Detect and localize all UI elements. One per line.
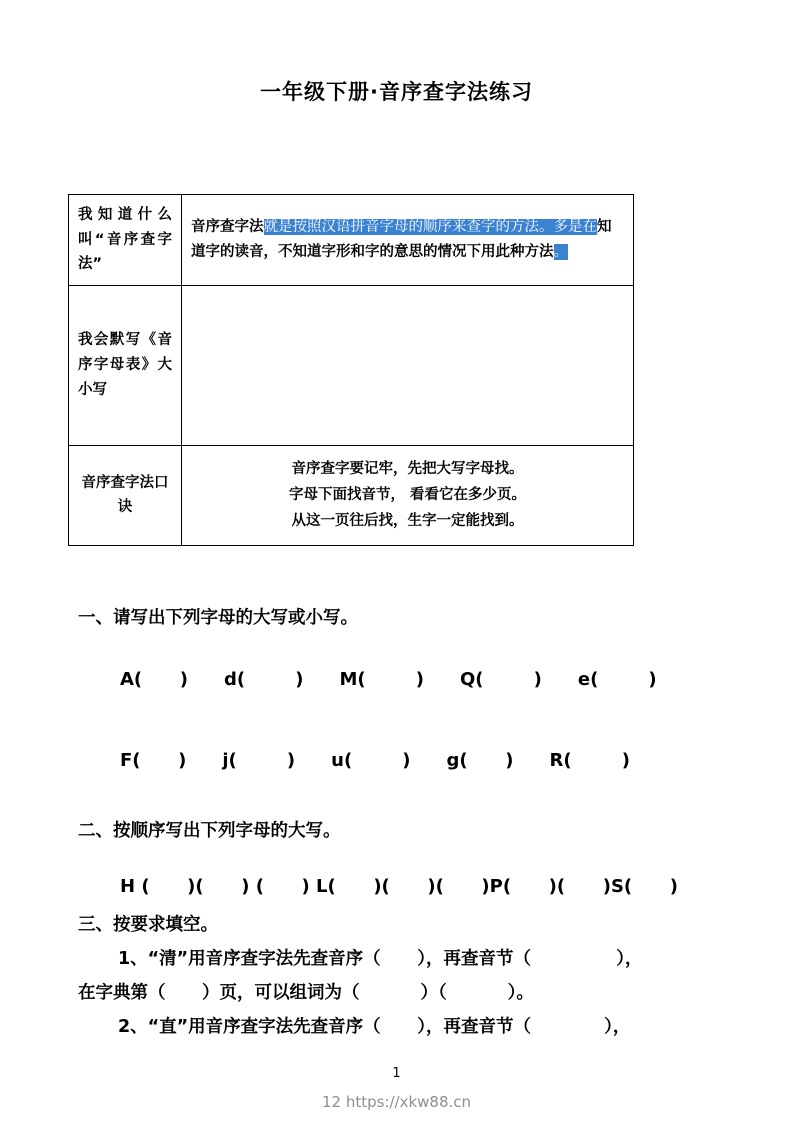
- page-number: 1: [392, 1065, 401, 1081]
- letter-blank-j: j( ): [222, 749, 296, 771]
- definition-term: 音序查字法: [191, 219, 264, 236]
- dictation-content-empty: [182, 285, 634, 445]
- definition-body: 知道字的读音，不知道字形和字的意思的情况下用此种方法: [191, 219, 612, 260]
- mnemonic-content: [182, 445, 634, 545]
- section-3-heading: 三、按要求填空。: [78, 914, 218, 935]
- letter-blank-A: A( ): [120, 668, 188, 690]
- letter-blank-g: g( ): [446, 749, 514, 771]
- section-1-heading: 一、请写出下列字母的大写或小写。: [78, 607, 358, 628]
- mnemonic-line-3: 从这一页往后找，生字一定能找到。: [291, 513, 524, 530]
- doc-title: 一年级下册·音序查字法练习: [260, 80, 533, 104]
- letter-blank-Q: Q( ): [459, 668, 542, 690]
- letter-blank-u: u( ): [331, 749, 411, 771]
- section-1-letters-row-2: [120, 750, 725, 771]
- definition-highlight-2: 。: [553, 243, 568, 260]
- fill-blank-line-1: 1、“清”用音序查字法先查音序（ ），再查音节（ ），: [118, 948, 643, 969]
- mnemonic-row: [69, 445, 634, 545]
- section-2-heading: 二、按顺序写出下列字母的大写。: [78, 820, 341, 841]
- letter-blank-M: M( ): [339, 668, 424, 690]
- info-table: [68, 194, 634, 546]
- footer-site-link[interactable]: 12 https://xkw88.cn: [321, 1092, 472, 1111]
- definition-row: [69, 195, 634, 286]
- definition-label: 我知道什么叫“音序查字法”: [69, 195, 182, 286]
- letter-blank-F: F( ): [120, 749, 187, 771]
- letter-blank-d: d( ): [223, 668, 304, 690]
- letter-blank-e: e( ): [577, 668, 657, 690]
- section-2-sequence-line: H ( )( ) ( ) L( )( )( )P( )( )S( ): [120, 875, 678, 897]
- section-1-letters-row-1: [120, 669, 725, 690]
- mnemonic-line-1: 音序查字要记牢，先把大写字母找。: [291, 461, 524, 478]
- mnemonic-line-2: 字母下面找音节， 看看它在多少页。: [288, 487, 527, 504]
- fill-blank-line-3: 2、“直”用音序查字法先查音序（ ），再查音节（ ），: [118, 1016, 631, 1037]
- fill-blank-line-2: 在字典第（ ）页，可以组词为（ ）（ ）。: [78, 982, 534, 1003]
- definition-highlight-1: 就是按照汉语拼音字母的顺序来查字的方法。多是在: [263, 219, 597, 236]
- dictation-label: 我会默写《音序字母表》大小写: [69, 285, 182, 445]
- letter-blank-R: R( ): [549, 749, 630, 771]
- dictation-row: [69, 285, 634, 445]
- footer: [68, 1093, 725, 1111]
- section-3-body: [68, 942, 725, 1044]
- definition-content: [182, 195, 634, 286]
- mnemonic-label: 音序查字法口诀: [69, 445, 182, 545]
